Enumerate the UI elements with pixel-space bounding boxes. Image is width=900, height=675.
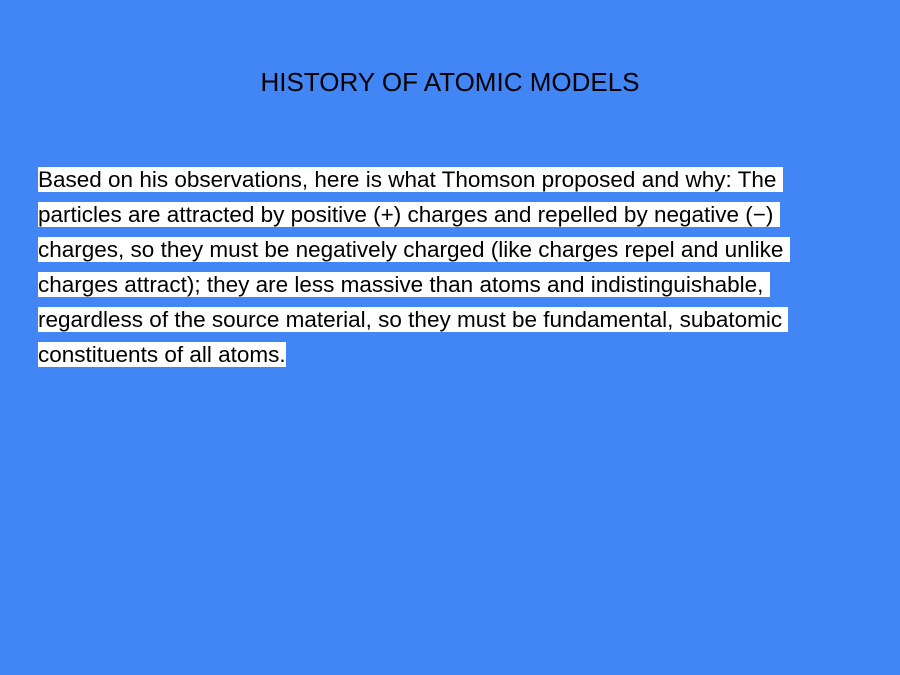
- highlighted-text: charges attract); they are less massive than atoms and indistinguishable,: [38, 272, 770, 297]
- text-line: [38, 232, 860, 267]
- slide-title: HISTORY OF ATOMIC MODELS: [260, 67, 640, 97]
- text-line: [38, 197, 860, 232]
- highlighted-text: particles are attracted by positive (+) charges and repelled by negative (−): [38, 202, 780, 227]
- text-line: [38, 302, 860, 337]
- body-text-block: [0, 162, 900, 372]
- highlighted-text: charges, so they must be negatively charged (like charges repel and unlike: [38, 237, 790, 262]
- highlighted-text: constituents of all atoms.: [38, 342, 286, 367]
- text-line: [38, 337, 860, 372]
- highlighted-text: Based on his observations, here is what Thomson proposed and why: The: [38, 167, 783, 192]
- text-line: [38, 267, 860, 302]
- highlighted-text: regardless of the source material, so they must be fundamental, subatomic: [38, 307, 789, 332]
- text-line: [38, 162, 860, 197]
